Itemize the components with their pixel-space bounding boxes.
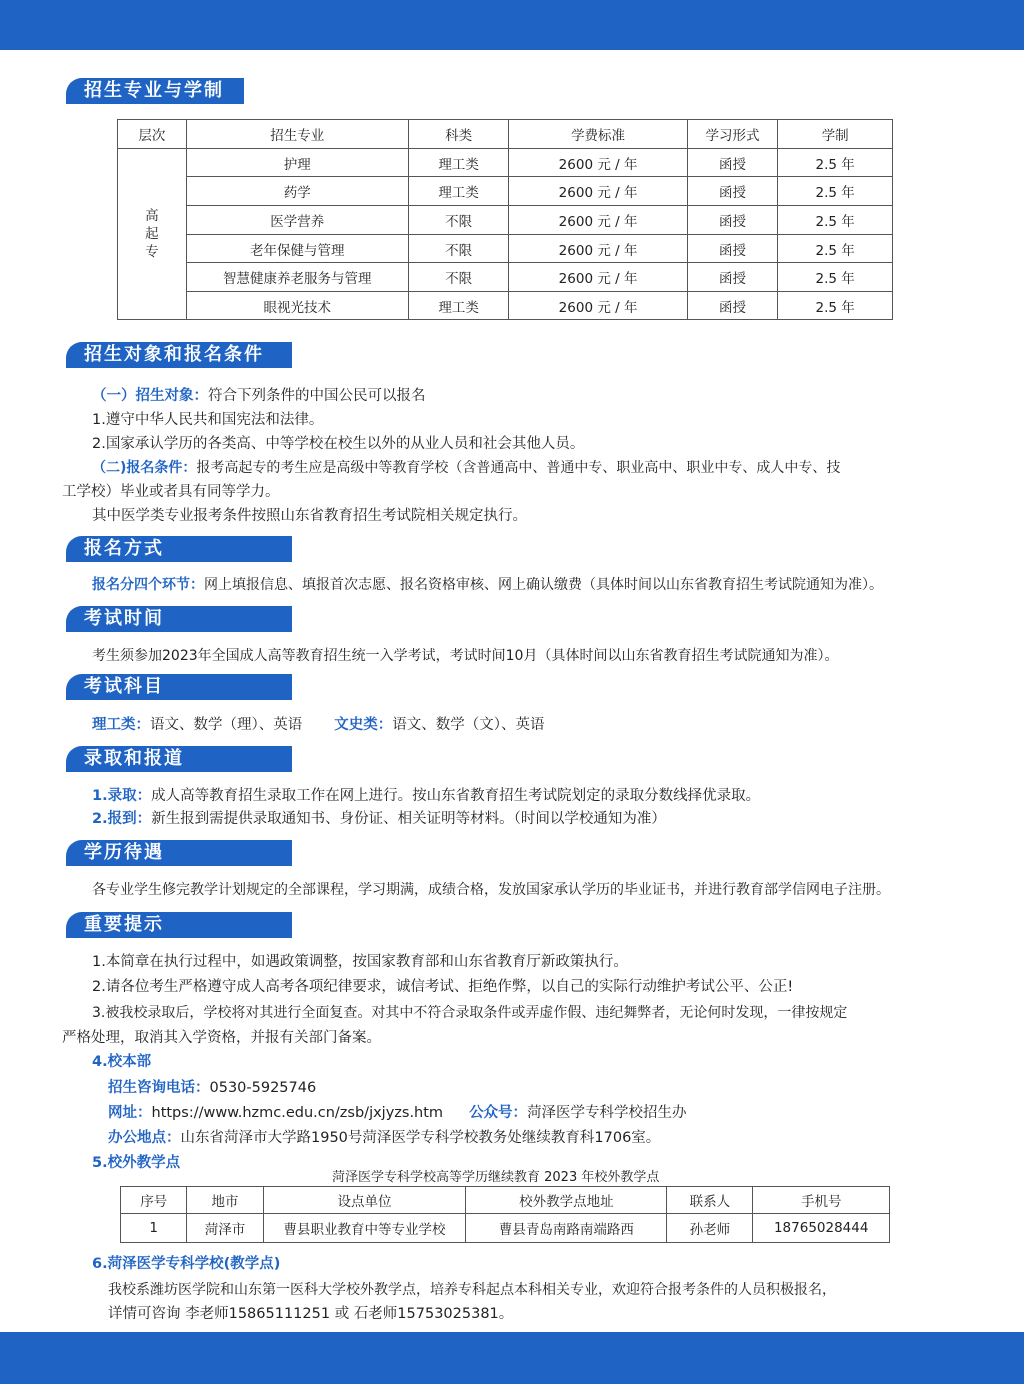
note-3a: 3.被我校录取后，学校将对其进行全面复查。对其中不符合录取条件或弄虚作假、违纪舞弊者，无论何时发现，一律按规定: [92, 1005, 848, 1021]
table-cell: 函授: [687, 292, 778, 320]
col-header: 学制: [778, 120, 893, 149]
table-cell: 函授: [687, 149, 778, 177]
table-row: [118, 292, 893, 320]
section-title-notes: 重要提示: [66, 912, 292, 938]
sites-header-row: [121, 1187, 890, 1214]
table-cell: 2600 元 / 年: [509, 235, 687, 263]
web-link[interactable]: https://www.hzmc.edu.cn/zsb/jxjyzs.htm: [151, 1105, 444, 1121]
eligibility-line-4: [92, 458, 840, 478]
table-row: [118, 235, 893, 263]
majors-table: [117, 119, 893, 320]
teaching-point-line-1: 我校系潍坊医学院和山东第一医科大学校外教学点，培养专科起点本科相关专业，欢迎符合报考条件的人员积极报名，: [108, 1282, 836, 1298]
sites-table: [120, 1186, 890, 1243]
eligibility-label-2: （二)报名条件：: [92, 460, 197, 476]
table-cell: 不限: [408, 235, 509, 263]
admission-label-2: 2.报到：: [92, 811, 152, 827]
eligibility-text-1: 符合下列条件的中国公民可以报名: [208, 388, 426, 404]
col-header: 学习形式: [687, 120, 778, 149]
col-header: 序号: [121, 1187, 187, 1214]
office-label: 办公地点：: [108, 1130, 181, 1146]
phone-value: 0530-5925746: [209, 1080, 317, 1096]
section-title-benefits: 学历待遇: [66, 840, 292, 866]
exam-subjects-line: [92, 715, 545, 735]
benefits-text: 各专业学生修完教学计划规定的全部课程，学习期满，成绩合格，发放国家承认学历的毕业证书，并进行教育部学信网电子注册。: [92, 882, 890, 898]
admission-line-1: [92, 786, 760, 806]
table-row: [118, 177, 893, 206]
teaching-point-title: 6.菏泽医学专科学校(教学点): [92, 1256, 281, 1272]
table-cell: 2.5 年: [778, 206, 893, 235]
majors-header-row: [118, 120, 893, 149]
table-cell: 函授: [687, 177, 778, 206]
table-cell: 2600 元 / 年: [509, 206, 687, 235]
table-row: [118, 263, 893, 292]
eligibility-line-1: [92, 386, 426, 406]
table-cell: 2600 元 / 年: [509, 263, 687, 292]
table-cell: 曹县职业教育中等专业学校: [263, 1214, 466, 1243]
table-row: [118, 149, 893, 177]
level-cell: 高起专: [118, 149, 187, 320]
table-cell: 护理: [186, 149, 408, 177]
table-row: [121, 1214, 890, 1243]
col-header: 校外教学点地址: [466, 1187, 667, 1214]
registration-label: 报名分四个环节：: [92, 577, 204, 593]
table-cell: 函授: [687, 235, 778, 263]
table-cell: 眼视光技术: [186, 292, 408, 320]
top-banner: [0, 0, 1024, 50]
section-title-eligibility: 招生对象和报名条件: [66, 342, 292, 368]
table-cell: 老年保健与管理: [186, 235, 408, 263]
table-row: [118, 206, 893, 235]
admission-label-1: 1.录取：: [92, 788, 152, 804]
science-label: 理工类：: [92, 717, 150, 733]
teaching-point-line-2: 详情可咨询 李老师15865111251 或 石老师15753025381。: [108, 1306, 514, 1322]
eligibility-line-2: 1.遵守中华人民共和国宪法和法律。: [92, 412, 324, 428]
section-title-majors: 招生专业与学制: [66, 78, 244, 104]
eligibility-line-5: 工学校）毕业或者具有同等学力。: [62, 484, 280, 500]
eligibility-text-4: 报考高起专的考生应是高级中等教育学校（含普通高中、普通中专、职业高中、职业中专、成人中专、技: [196, 460, 841, 476]
table-cell: 2.5 年: [778, 149, 893, 177]
col-header: 学费标准: [509, 120, 687, 149]
note-2: 2.请各位考生严格遵守成人高考各项纪律要求，诚信考试、拒绝作弊，以自己的实际行动维护考试公平、公正!: [92, 979, 794, 995]
eligibility-line-6: 其中医学类专业报考条件按照山东省教育招生考试院相关规定执行。: [92, 508, 527, 524]
col-header: 联系人: [667, 1187, 753, 1214]
wechat-label: 公众号：: [469, 1105, 528, 1121]
table-cell: 理工类: [408, 177, 509, 206]
table-cell: 不限: [408, 263, 509, 292]
note-1: 1.本简章在执行过程中，如遇政策调整，按国家教育部和山东省教育厅新政策执行。: [92, 954, 628, 970]
section-title-exam-subjects: 考试科目: [66, 674, 292, 700]
table-cell: 理工类: [408, 292, 509, 320]
section-title-registration: 报名方式: [66, 536, 292, 562]
table-cell: 2.5 年: [778, 235, 893, 263]
wechat-value: 菏泽医学专科学校招生办: [527, 1105, 687, 1121]
table-cell: 2600 元 / 年: [509, 177, 687, 206]
table-cell: 理工类: [408, 149, 509, 177]
web-label: 网址：: [108, 1105, 152, 1121]
arts-text: 语文、数学（文）、英语: [392, 717, 545, 733]
table-cell: 1: [121, 1214, 187, 1243]
col-header: 招生专业: [186, 120, 408, 149]
table-cell: 医学营养: [186, 206, 408, 235]
office-value: 山东省菏泽市大学路1950号菏泽医学专科学校教务处继续教育科1706室。: [180, 1130, 661, 1146]
table-cell: 智慧健康养老服务与管理: [186, 263, 408, 292]
phone-label: 招生咨询电话：: [108, 1080, 210, 1096]
table-cell: 孙老师: [667, 1214, 753, 1243]
col-header: 地市: [187, 1187, 263, 1214]
registration-line: [92, 575, 883, 595]
table-cell: 2.5 年: [778, 177, 893, 206]
admission-line-2: [92, 809, 666, 829]
sites-table-caption: 菏泽医学专科学校高等学历继续教育 2023 年校外教学点: [332, 1170, 660, 1185]
table-cell: 2600 元 / 年: [509, 292, 687, 320]
admission-text-2: 新生报到需提供录取通知书、身份证、相关证明等材料。（时间以学校通知为准）: [151, 811, 666, 827]
table-cell: 函授: [687, 263, 778, 292]
table-cell: 不限: [408, 206, 509, 235]
table-cell: 2.5 年: [778, 263, 893, 292]
table-cell: 函授: [687, 206, 778, 235]
office-line: [108, 1128, 660, 1148]
table-cell: 2600 元 / 年: [509, 149, 687, 177]
phone-line: [108, 1078, 316, 1098]
eligibility-line-3: 2.国家承认学历的各类高、中等学校在校生以外的从业人员和社会其他人员。: [92, 436, 585, 452]
table-cell: 曹县青岛南路南端路西: [466, 1214, 667, 1243]
eligibility-label-1: （一）招生对象：: [92, 388, 208, 404]
col-header: 设点单位: [263, 1187, 466, 1214]
table-cell: 菏泽市: [187, 1214, 263, 1243]
table-cell: 药学: [186, 177, 408, 206]
section-title-admission: 录取和报道: [66, 746, 292, 772]
arts-label: 文史类：: [334, 717, 393, 733]
exam-time-text: 考生须参加2023年全国成人高等教育招生统一入学考试，考试时间10月（具体时间以山东省教育招生考试院通知为准）。: [92, 648, 839, 664]
campus-title: 4.校本部: [92, 1054, 152, 1070]
col-header: 层次: [118, 120, 187, 149]
admission-text-1: 成人高等教育招生录取工作在网上进行。按山东省教育招生考试院划定的录取分数线择优录取。: [151, 788, 761, 804]
registration-text: 网上填报信息、填报首次志愿、报名资格审核、网上确认缴费（具体时间以山东省教育招生考试院通知为准）。: [204, 577, 883, 593]
note-3b: 严格处理，取消其入学资格，并报有关部门备案。: [62, 1030, 381, 1046]
col-header: 科类: [408, 120, 509, 149]
table-cell: 18765028444: [753, 1214, 890, 1243]
bottom-banner: [0, 1332, 1024, 1384]
col-header: 手机号: [753, 1187, 890, 1214]
table-cell: 2.5 年: [778, 292, 893, 320]
section-title-exam-time: 考试时间: [66, 606, 292, 632]
offsite-title: 5.校外教学点: [92, 1155, 181, 1171]
science-text: 语文、数学（理）、英语: [150, 717, 303, 733]
web-line: [108, 1103, 687, 1123]
